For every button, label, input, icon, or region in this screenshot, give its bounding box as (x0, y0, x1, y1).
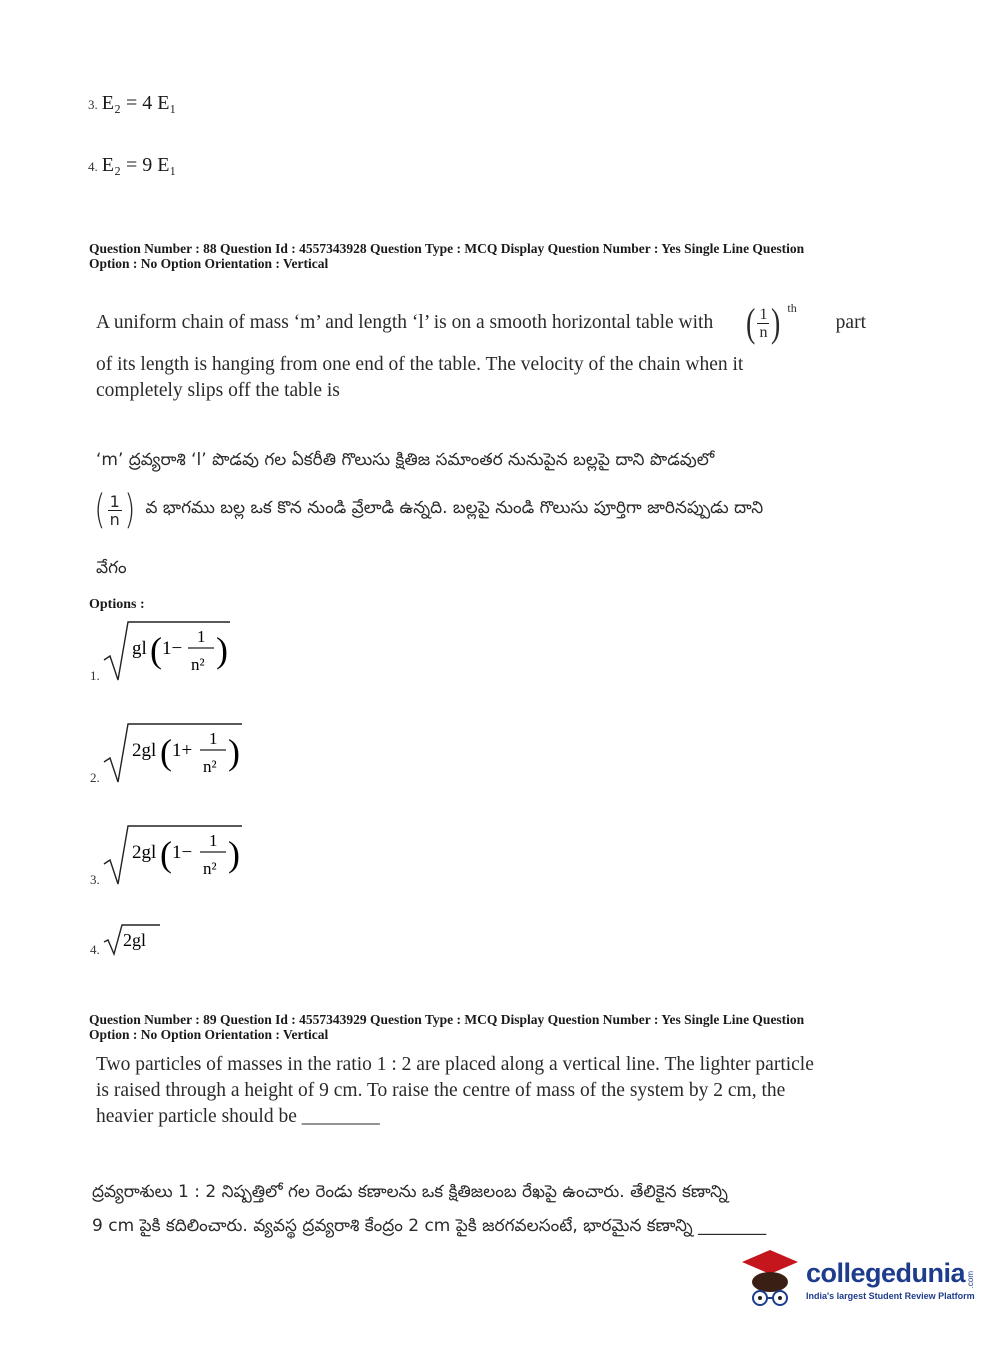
option-frac-den: n² (190, 655, 205, 674)
option-sign: 1+ (171, 740, 192, 761)
option-number: 2. (90, 770, 100, 785)
question-text-te: వేగం (96, 558, 127, 578)
question-text-te: ద్రవ్యరాశులు 1 : 2 నిష్పత్తిలో గల రెండు కణాలను ఒక క్షితిజలంబ రేఖపై ఉంచారు. తేలికైన కణాన్ని (92, 1182, 728, 1202)
options-label: Options : (89, 597, 145, 612)
question-text: of its length is hanging from one end of the table. The velocity of the chain when it (96, 354, 744, 375)
meta-line: Option : No Option Orientation : Vertical (89, 256, 329, 271)
brand-name: collegedunia (806, 1257, 966, 1288)
question-88-text-en (96, 300, 866, 404)
option-number: 4. (90, 942, 100, 957)
fraction-numerator: 1 (109, 491, 120, 511)
svg-text:(: ( (159, 732, 172, 772)
question-88-text-te (96, 450, 866, 474)
question-text-te: 9 cm పైకి కదిలించారు. వ్యవస్థ ద్రవ్యరాశి కేంద్రం 2 cm పైకి జరగవలసంటే, భారమైన కణాన్ని ________ (92, 1216, 767, 1236)
question-text-te: ‘m’ ద్రవ్యరాశి ‘l’ పొడవు గల ఏకరీతి గొలుసు క్షితిజ సమాంతర నునుపైన బల్లపై దాని పొడవులో (96, 450, 715, 470)
option-number: 1. (90, 668, 100, 683)
option-frac-num: 1 (196, 627, 206, 646)
student-mascot-icon (740, 1248, 800, 1310)
svg-text:(: ( (149, 630, 162, 670)
brand-tagline: India's largest Student Review Platform (806, 1290, 975, 1301)
option-coefficient: 2gl (131, 740, 157, 761)
option-number: 4. (88, 159, 98, 174)
option-number: 3. (88, 97, 98, 112)
sqrt-icon (102, 822, 244, 886)
question-text: part (835, 312, 866, 333)
option-frac-den: n² (202, 859, 217, 878)
option-coefficient: 2gl (122, 930, 146, 950)
option-expression: E₂ = 9 E₁ (101, 154, 177, 176)
option-1[interactable] (90, 618, 232, 682)
svg-text:): ) (227, 834, 240, 874)
option-frac-den: n² (202, 757, 217, 776)
question-text: is raised through a height of 9 cm. To raise the centre of mass of the system by 2 cm, the (96, 1080, 786, 1101)
question-88-text-te-line2 (92, 487, 867, 533)
option-sign: 1− (161, 638, 182, 659)
fraction-expression: ( $\frac{1}{n}$ ) $^{th}$ (744, 303, 783, 343)
svg-text:(: ( (159, 834, 172, 874)
option-frac-num: 1 (208, 831, 218, 850)
question-89-text-te (92, 1175, 867, 1243)
option-3[interactable] (90, 822, 244, 886)
fraction-denominator: n (759, 323, 768, 341)
collegedunia-logo[interactable] (740, 1248, 975, 1310)
option-number: 3. (90, 872, 100, 887)
meta-line: Question Number : 89 Question Id : 4557343929 Question Type : MCQ Display Question Number : Yes Single Line Question (89, 1012, 805, 1027)
option-frac-num: 1 (208, 729, 218, 748)
option-4[interactable] (90, 922, 162, 956)
fraction-denominator: n (109, 509, 120, 529)
prev-option-3[interactable] (88, 92, 176, 115)
prev-option-4[interactable] (88, 154, 176, 177)
sqrt-icon (102, 618, 232, 682)
question-text: heavier particle should be ________ (96, 1106, 380, 1127)
question-text-te: వ భాగము బల్ల ఒక కొన నుండి వ్రేలాడి ఉన్నది. బల్లపై నుండి గొలుసు పూర్తిగా జారినప్పుడు దాని (145, 498, 764, 518)
sqrt-icon (102, 922, 162, 956)
meta-line: Option : No Option Orientation : Vertical (89, 1027, 329, 1042)
question-text: A uniform chain of mass ‘m’ and length ‘l’ is on a smooth horizontal table with (96, 312, 714, 333)
question-text: completely slips off the table is (96, 380, 340, 401)
fraction-expression: ( $\frac{1}{n}$ ) (94, 487, 136, 533)
meta-line: Question Number : 88 Question Id : 4557343928 Question Type : MCQ Display Question Number : Yes Single Line Question (89, 241, 805, 256)
option-sign: 1− (171, 842, 192, 863)
option-coefficient: gl (131, 638, 147, 659)
sqrt-icon (102, 720, 244, 784)
option-coefficient: 2gl (131, 842, 157, 863)
question-89-meta (89, 1012, 889, 1042)
question-88-meta (89, 241, 889, 271)
brand-com: .com (966, 1271, 976, 1289)
fraction-numerator: 1 (759, 305, 768, 323)
option-expression: E₂ = 4 E₁ (101, 92, 177, 114)
svg-text:): ) (215, 630, 228, 670)
superscript: th (787, 301, 797, 315)
question-text: Two particles of masses in the ratio 1 : 2 are placed along a vertical line. The lighter particle (96, 1054, 814, 1075)
question-89-text-en (96, 1052, 866, 1130)
option-2[interactable] (90, 720, 244, 784)
svg-text:): ) (227, 732, 240, 772)
